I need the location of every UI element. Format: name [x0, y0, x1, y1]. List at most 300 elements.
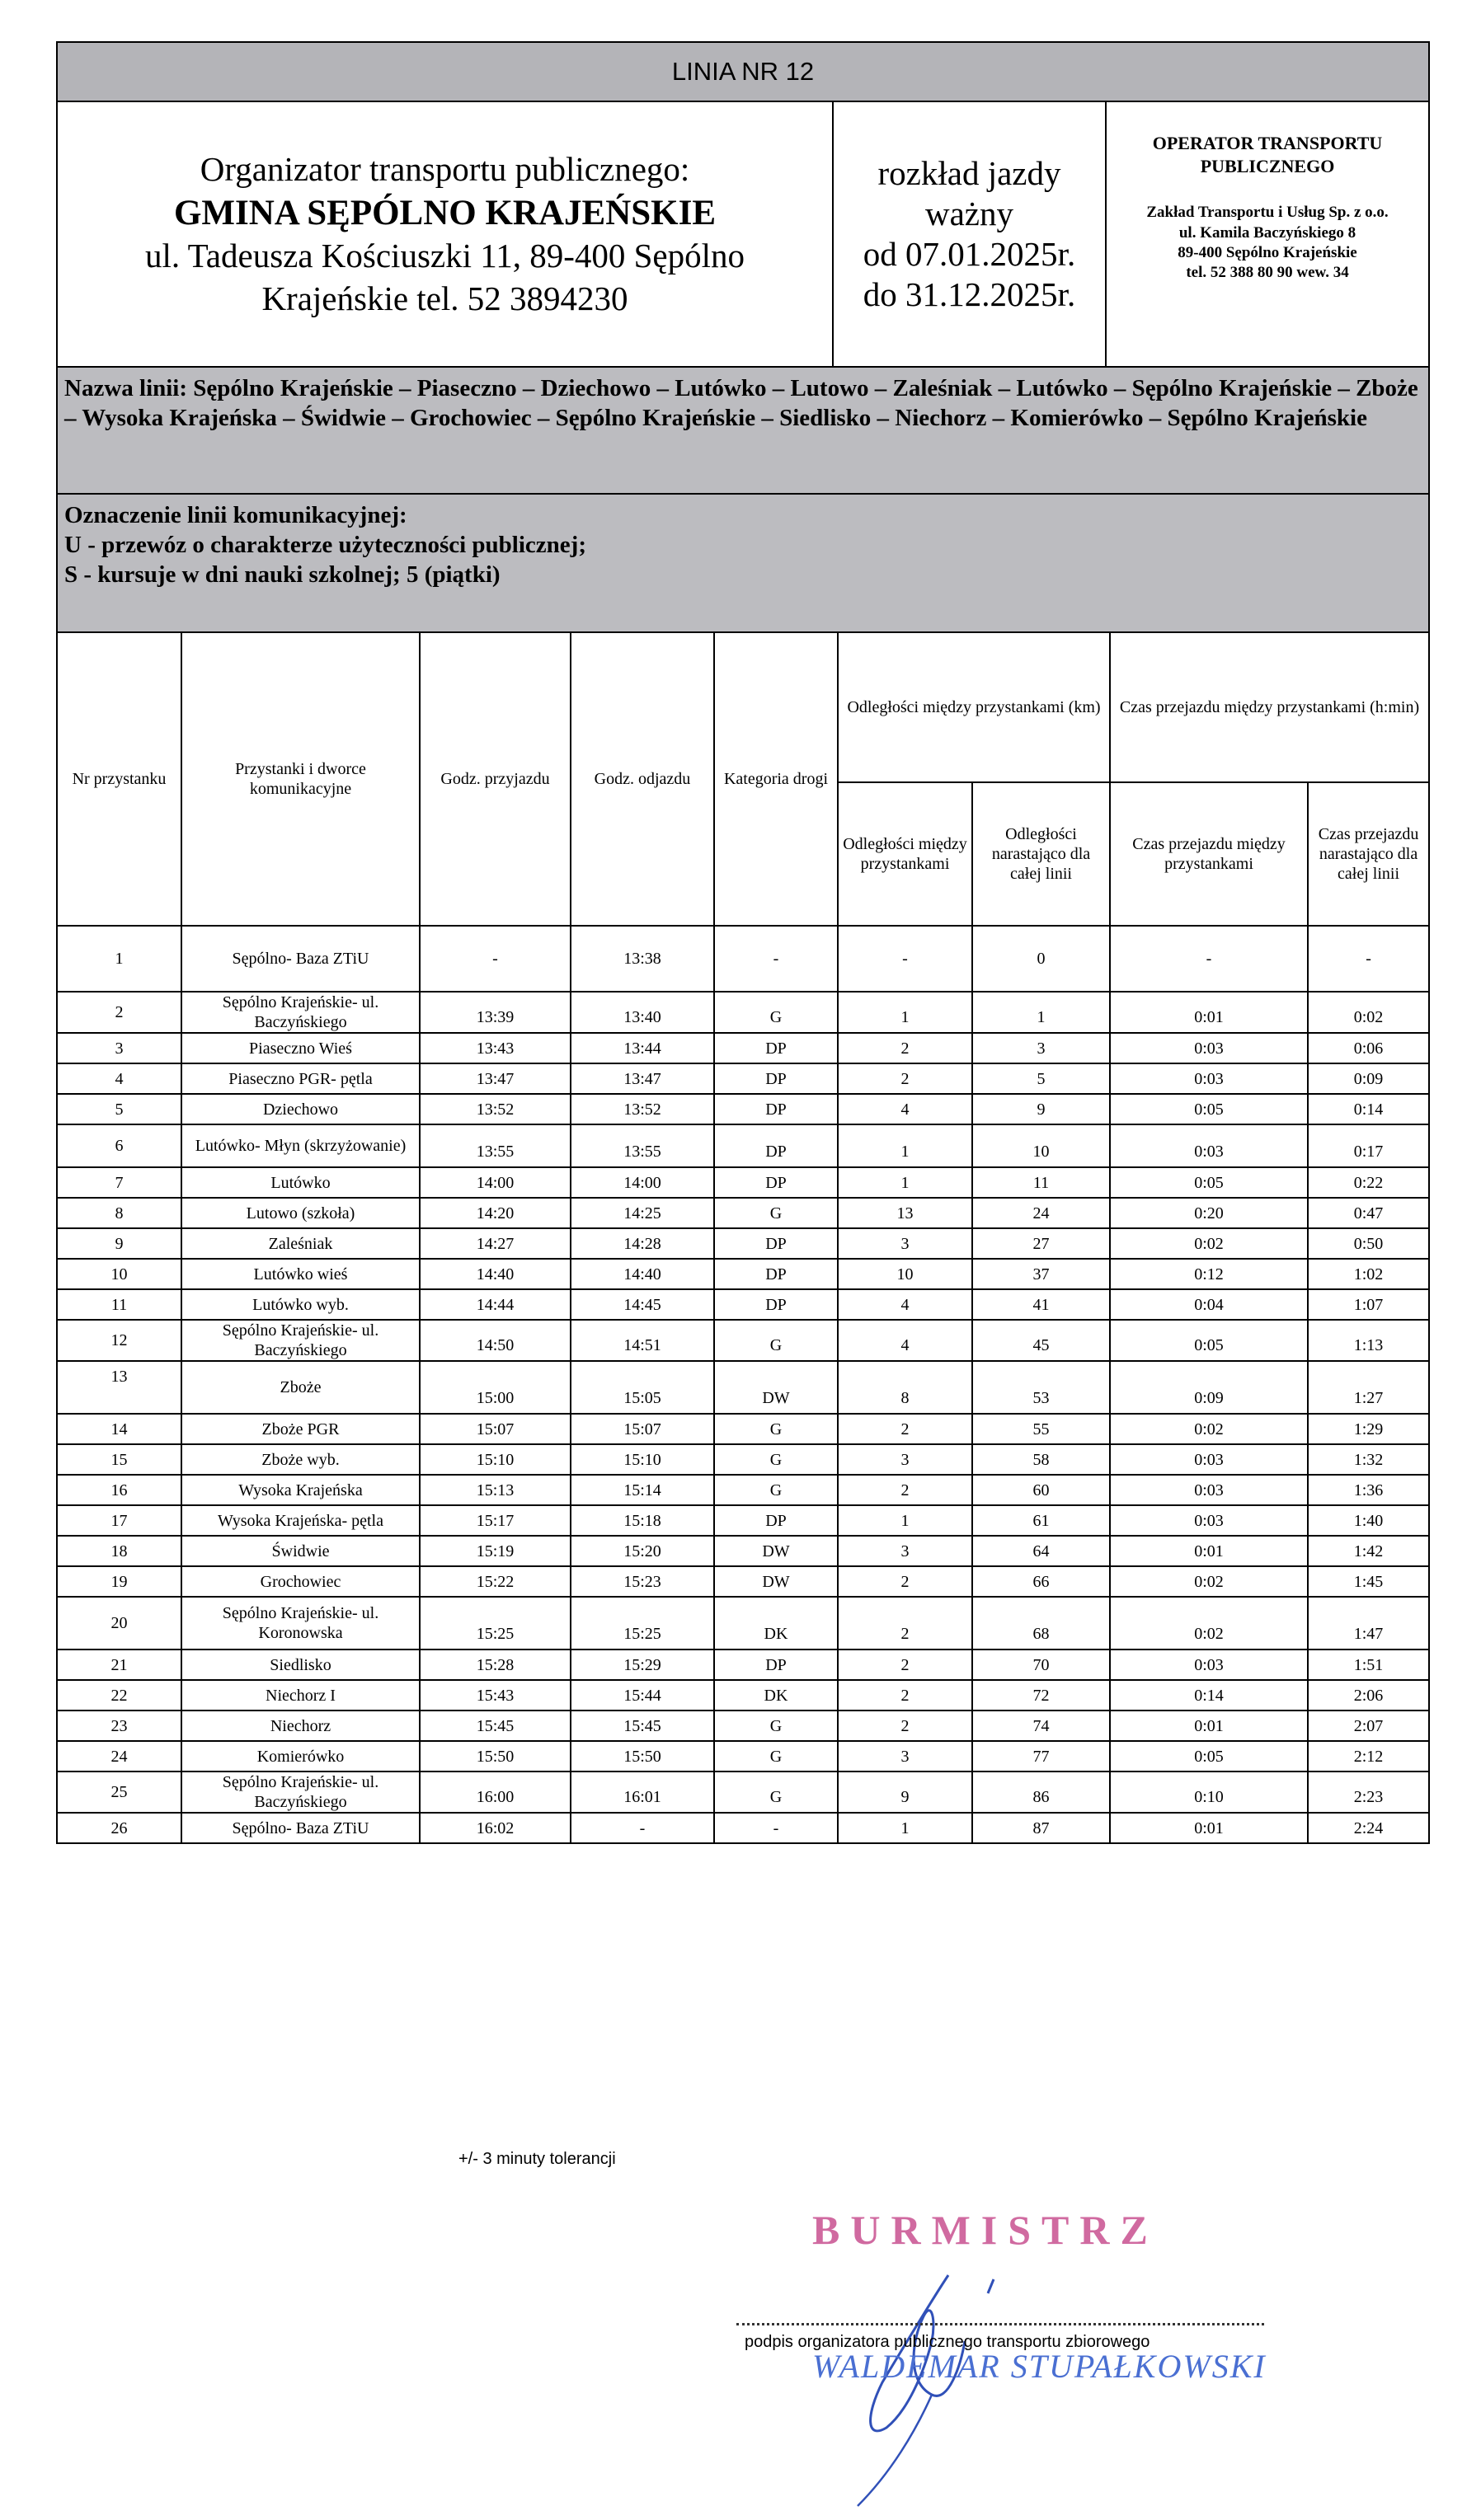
organizer-block — [57, 101, 833, 367]
cell-stop: Sępólno Krajeńskie- ul. Baczyńskiego — [181, 1320, 420, 1361]
cell-arrival: 15:45 — [420, 1711, 571, 1741]
cell-stop: Sępólno Krajeńskie- ul. Baczyńskiego — [181, 1772, 420, 1813]
cell-time: 0:03 — [1110, 1475, 1308, 1505]
validity-from: od 07.01.2025r. — [863, 235, 1076, 273]
header-distance-group: Odległości między przystankami (km) — [838, 632, 1110, 782]
cell-departure: - — [571, 1813, 714, 1843]
cell-distance: 2 — [838, 1680, 972, 1711]
timetable — [56, 631, 1430, 1844]
header-departure: Godz. odjazdu — [571, 632, 714, 926]
cell-time-cumulative: 1:32 — [1308, 1444, 1429, 1475]
cell-category: DP — [714, 1094, 838, 1124]
cell-time: 0:09 — [1110, 1361, 1308, 1414]
cell-distance: 2 — [838, 1566, 972, 1597]
cell-category: G — [714, 1414, 838, 1444]
operator-line3: 89-400 Sępólno Krajeńskie — [1178, 243, 1357, 261]
cell-category: DP — [714, 1063, 838, 1094]
cell-nr: 21 — [57, 1649, 181, 1680]
cell-category: - — [714, 1813, 838, 1843]
operator-title: OPERATOR TRANSPORTU PUBLICZNEGO — [1152, 133, 1383, 177]
cell-category: DW — [714, 1536, 838, 1566]
cell-stop: Lutówko wieś — [181, 1259, 420, 1289]
cell-distance-cumulative: 72 — [972, 1680, 1110, 1711]
cell-time: 0:20 — [1110, 1198, 1308, 1228]
cell-nr: 24 — [57, 1741, 181, 1772]
cell-nr: 8 — [57, 1198, 181, 1228]
organizer-address-line1: ul. Tadeusza Kościuszki 11, 89-400 Sępólno — [144, 237, 745, 275]
cell-time-cumulative: 1:29 — [1308, 1414, 1429, 1444]
cell-distance-cumulative: 77 — [972, 1741, 1110, 1772]
cell-time: 0:02 — [1110, 1597, 1308, 1649]
cell-stop: Sępólno- Baza ZTiU — [181, 1813, 420, 1843]
header-distance-cumulative: Odległości narastająco dla całej linii — [972, 782, 1110, 926]
table-row — [57, 1094, 1429, 1124]
cell-departure: 13:52 — [571, 1094, 714, 1124]
cell-distance: 4 — [838, 1320, 972, 1361]
cell-nr: 11 — [57, 1289, 181, 1320]
cell-departure: 15:29 — [571, 1649, 714, 1680]
cell-stop: Lutówko- Młyn (skrzyżowanie) — [181, 1124, 420, 1167]
cell-departure: 15:25 — [571, 1597, 714, 1649]
cell-category: DK — [714, 1597, 838, 1649]
operator-line4: tel. 52 388 80 90 wew. 34 — [1186, 264, 1349, 282]
cell-distance: 2 — [838, 1033, 972, 1063]
cell-arrival: 15:10 — [420, 1444, 571, 1475]
cell-category: G — [714, 1198, 838, 1228]
cell-nr: 16 — [57, 1475, 181, 1505]
cell-arrival: 15:50 — [420, 1741, 571, 1772]
cell-category: - — [714, 926, 838, 992]
table-row — [57, 1320, 1429, 1361]
cell-time-cumulative: 1:45 — [1308, 1566, 1429, 1597]
cell-time-cumulative: 0:50 — [1308, 1228, 1429, 1259]
header-nr: Nr przystanku — [57, 632, 181, 926]
cell-distance-cumulative: 5 — [972, 1063, 1110, 1094]
cell-time: 0:05 — [1110, 1741, 1308, 1772]
cell-arrival: 13:52 — [420, 1094, 571, 1124]
cell-arrival: 14:20 — [420, 1198, 571, 1228]
cell-arrival: 15:19 — [420, 1536, 571, 1566]
cell-departure: 14:25 — [571, 1198, 714, 1228]
cell-distance-cumulative: 55 — [972, 1414, 1110, 1444]
cell-stop: Świdwie — [181, 1536, 420, 1566]
cell-distance: 3 — [838, 1444, 972, 1475]
cell-category: DW — [714, 1361, 838, 1414]
cell-nr: 25 — [57, 1772, 181, 1813]
cell-nr: 26 — [57, 1813, 181, 1843]
cell-departure: 16:01 — [571, 1772, 714, 1813]
cell-time-cumulative: 2:12 — [1308, 1741, 1429, 1772]
header-stops: Przystanki i dworce komunikacyjne — [181, 632, 420, 926]
cell-arrival: 15:07 — [420, 1414, 571, 1444]
cell-stop: Sępólno Krajeńskie- ul. Koronowska — [181, 1597, 420, 1649]
cell-arrival: 16:02 — [420, 1813, 571, 1843]
cell-time-cumulative: 1:36 — [1308, 1475, 1429, 1505]
cell-time: 0:01 — [1110, 992, 1308, 1033]
cell-nr: 23 — [57, 1711, 181, 1741]
cell-arrival: 14:40 — [420, 1259, 571, 1289]
cell-departure: 15:23 — [571, 1566, 714, 1597]
cell-departure: 15:10 — [571, 1444, 714, 1475]
cell-time: 0:01 — [1110, 1536, 1308, 1566]
cell-distance-cumulative: 41 — [972, 1289, 1110, 1320]
cell-category: G — [714, 1444, 838, 1475]
organizer-address-line2: Krajeńskie tel. 52 3894230 — [261, 279, 628, 317]
cell-arrival: 15:13 — [420, 1475, 571, 1505]
table-row — [57, 1167, 1429, 1198]
header-arrival: Godz. przyjazdu — [420, 632, 571, 926]
cell-nr: 20 — [57, 1597, 181, 1649]
cell-category: DP — [714, 1289, 838, 1320]
header-time-between: Czas przejazdu między przystankami — [1110, 782, 1308, 926]
cell-arrival: 15:00 — [420, 1361, 571, 1414]
cell-distance-cumulative: 74 — [972, 1711, 1110, 1741]
cell-nr: 5 — [57, 1094, 181, 1124]
cell-time-cumulative: 1:40 — [1308, 1505, 1429, 1536]
cell-category: G — [714, 1741, 838, 1772]
cell-category: DP — [714, 1033, 838, 1063]
table-row — [57, 1414, 1429, 1444]
cell-time: 0:01 — [1110, 1813, 1308, 1843]
signature-caption: podpis organizatora publicznego transportu zbiorowego — [745, 2333, 1150, 2351]
cell-time: - — [1110, 926, 1308, 992]
cell-time-cumulative: 0:17 — [1308, 1124, 1429, 1167]
cell-nr: 13 — [57, 1361, 181, 1414]
cell-arrival: 14:00 — [420, 1167, 571, 1198]
cell-nr: 15 — [57, 1444, 181, 1475]
cell-time: 0:03 — [1110, 1444, 1308, 1475]
cell-time-cumulative: 1:07 — [1308, 1289, 1429, 1320]
cell-time-cumulative: 1:47 — [1308, 1597, 1429, 1649]
cell-distance: 1 — [838, 1167, 972, 1198]
cell-category: G — [714, 1711, 838, 1741]
table-row — [57, 992, 1429, 1033]
cell-distance-cumulative: 10 — [972, 1124, 1110, 1167]
header-category: Kategoria drogi — [714, 632, 838, 926]
table-row — [57, 1475, 1429, 1505]
cell-distance-cumulative: 45 — [972, 1320, 1110, 1361]
cell-distance: 2 — [838, 1597, 972, 1649]
cell-stop: Zboże PGR — [181, 1414, 420, 1444]
cell-nr: 17 — [57, 1505, 181, 1536]
cell-distance-cumulative: 64 — [972, 1536, 1110, 1566]
cell-distance: 1 — [838, 1505, 972, 1536]
cell-time-cumulative: 1:51 — [1308, 1649, 1429, 1680]
cell-time: 0:05 — [1110, 1094, 1308, 1124]
cell-distance-cumulative: 68 — [972, 1597, 1110, 1649]
cell-distance: 2 — [838, 1475, 972, 1505]
line-title: LINIA NR 12 — [57, 42, 1429, 101]
cell-distance: 3 — [838, 1741, 972, 1772]
cell-arrival: 15:17 — [420, 1505, 571, 1536]
cell-arrival: - — [420, 926, 571, 992]
stamp-name: WALDEMAR STUPAŁKOWSKI — [812, 2348, 1267, 2385]
cell-time: 0:03 — [1110, 1649, 1308, 1680]
cell-nr: 1 — [57, 926, 181, 992]
cell-distance-cumulative: 3 — [972, 1033, 1110, 1063]
line-marking-u: U - przewóz o charakterze użyteczności publicznej; — [64, 531, 586, 558]
cell-time: 0:02 — [1110, 1228, 1308, 1259]
cell-stop: Lutówko — [181, 1167, 420, 1198]
cell-time-cumulative: 2:06 — [1308, 1680, 1429, 1711]
cell-distance-cumulative: 27 — [972, 1228, 1110, 1259]
cell-distance: 2 — [838, 1711, 972, 1741]
cell-distance-cumulative: 24 — [972, 1198, 1110, 1228]
table-row — [57, 1711, 1429, 1741]
cell-time-cumulative: 0:14 — [1308, 1094, 1429, 1124]
table-row — [57, 1124, 1429, 1167]
cell-time-cumulative: - — [1308, 926, 1429, 992]
table-row — [57, 1505, 1429, 1536]
cell-time: 0:03 — [1110, 1124, 1308, 1167]
cell-distance-cumulative: 0 — [972, 926, 1110, 992]
cell-arrival: 15:28 — [420, 1649, 571, 1680]
cell-departure: 15:50 — [571, 1741, 714, 1772]
cell-stop: Sępólno Krajeńskie- ul. Baczyńskiego — [181, 992, 420, 1033]
table-row — [57, 1772, 1429, 1813]
cell-stop: Wysoka Krajeńska — [181, 1475, 420, 1505]
cell-stop: Zaleśniak — [181, 1228, 420, 1259]
cell-stop: Niechorz — [181, 1711, 420, 1741]
cell-arrival: 14:44 — [420, 1289, 571, 1320]
cell-departure: 15:14 — [571, 1475, 714, 1505]
cell-departure: 15:20 — [571, 1536, 714, 1566]
table-row — [57, 1536, 1429, 1566]
cell-nr: 14 — [57, 1414, 181, 1444]
organizer-label: Organizator transportu publicznego: — [200, 150, 690, 189]
cell-time-cumulative: 1:13 — [1308, 1320, 1429, 1361]
table-row — [57, 1198, 1429, 1228]
cell-stop: Niechorz I — [181, 1680, 420, 1711]
line-name: Nazwa linii: Sępólno Krajeńskie – Piaseczno – Dziechowo – Lutówko – Lutowo – Zaleśniak – Lutówko – Sępólno Krajeńskie – Zboże – Wysoka Krajeńska – Świdwie – Grochowiec – Sępólno Krajeńskie – Siedlisko – Niechorz – Komierówko – Sępólno Krajeńskie — [57, 367, 1429, 494]
cell-arrival: 13:55 — [420, 1124, 571, 1167]
cell-distance-cumulative: 9 — [972, 1094, 1110, 1124]
cell-time-cumulative: 1:27 — [1308, 1361, 1429, 1414]
cell-category: DP — [714, 1505, 838, 1536]
cell-time: 0:05 — [1110, 1167, 1308, 1198]
cell-distance-cumulative: 11 — [972, 1167, 1110, 1198]
cell-category: DP — [714, 1228, 838, 1259]
cell-arrival: 14:50 — [420, 1320, 571, 1361]
cell-stop: Siedlisko — [181, 1649, 420, 1680]
cell-departure: 15:07 — [571, 1414, 714, 1444]
cell-stop: Grochowiec — [181, 1566, 420, 1597]
cell-arrival: 15:25 — [420, 1597, 571, 1649]
cell-time: 0:03 — [1110, 1505, 1308, 1536]
cell-time: 0:12 — [1110, 1259, 1308, 1289]
cell-nr: 4 — [57, 1063, 181, 1094]
validity-line1: rozkład jazdy — [877, 153, 1061, 192]
cell-distance: 1 — [838, 1124, 972, 1167]
cell-distance: - — [838, 926, 972, 992]
cell-distance-cumulative: 1 — [972, 992, 1110, 1033]
cell-nr: 12 — [57, 1320, 181, 1361]
cell-time-cumulative: 0:09 — [1308, 1063, 1429, 1094]
line-marking-title: Oznaczenie linii komunikacyjnej: — [64, 502, 407, 528]
cell-departure: 14:40 — [571, 1259, 714, 1289]
cell-departure: 14:00 — [571, 1167, 714, 1198]
cell-category: DK — [714, 1680, 838, 1711]
cell-time: 0:14 — [1110, 1680, 1308, 1711]
cell-departure: 15:05 — [571, 1361, 714, 1414]
timetable-body — [57, 926, 1429, 1843]
cell-distance: 13 — [838, 1198, 972, 1228]
cell-category: G — [714, 992, 838, 1033]
cell-nr: 18 — [57, 1536, 181, 1566]
cell-time-cumulative: 0:22 — [1308, 1167, 1429, 1198]
cell-distance: 10 — [838, 1259, 972, 1289]
table-row — [57, 1033, 1429, 1063]
cell-arrival: 15:22 — [420, 1566, 571, 1597]
cell-time-cumulative: 2:23 — [1308, 1772, 1429, 1813]
cell-time: 0:03 — [1110, 1033, 1308, 1063]
cell-nr: 3 — [57, 1033, 181, 1063]
cell-distance-cumulative: 66 — [972, 1566, 1110, 1597]
cell-arrival: 13:43 — [420, 1033, 571, 1063]
cell-category: G — [714, 1772, 838, 1813]
cell-time-cumulative: 2:24 — [1308, 1813, 1429, 1843]
cell-time-cumulative: 0:47 — [1308, 1198, 1429, 1228]
cell-stop: Piaseczno PGR- pętla — [181, 1063, 420, 1094]
header-time-cumulative: Czas przejazdu narastająco dla całej linii — [1308, 782, 1429, 926]
cell-departure: 14:45 — [571, 1289, 714, 1320]
table-row — [57, 1361, 1429, 1414]
signature-line — [736, 2323, 1264, 2325]
cell-stop: Lutówko wyb. — [181, 1289, 420, 1320]
cell-time: 0:05 — [1110, 1320, 1308, 1361]
cell-nr: 9 — [57, 1228, 181, 1259]
cell-time: 0:01 — [1110, 1711, 1308, 1741]
cell-time-cumulative: 0:02 — [1308, 992, 1429, 1033]
table-row — [57, 1597, 1429, 1649]
cell-distance-cumulative: 58 — [972, 1444, 1110, 1475]
cell-departure: 13:40 — [571, 992, 714, 1033]
cell-departure: 14:28 — [571, 1228, 714, 1259]
cell-stop: Dziechowo — [181, 1094, 420, 1124]
cell-distance: 4 — [838, 1094, 972, 1124]
cell-distance-cumulative: 70 — [972, 1649, 1110, 1680]
cell-time: 0:04 — [1110, 1289, 1308, 1320]
cell-distance-cumulative: 53 — [972, 1361, 1110, 1414]
header-time-group: Czas przejazdu między przystankami (h:min) — [1110, 632, 1429, 782]
line-marking — [57, 494, 1429, 632]
cell-distance-cumulative: 86 — [972, 1772, 1110, 1813]
table-row — [57, 926, 1429, 992]
header-table — [56, 41, 1430, 633]
operator-block — [1106, 101, 1429, 367]
cell-distance: 2 — [838, 1414, 972, 1444]
cell-departure: 15:45 — [571, 1711, 714, 1741]
operator-line1: Zakład Transportu i Usług Sp. z o.o. — [1146, 204, 1389, 222]
cell-stop: Sępólno- Baza ZTiU — [181, 926, 420, 992]
cell-arrival: 13:39 — [420, 992, 571, 1033]
table-row — [57, 1566, 1429, 1597]
line-marking-s: S - kursuje w dni nauki szkolnej; 5 (piątki) — [64, 561, 501, 588]
cell-departure: 15:18 — [571, 1505, 714, 1536]
cell-distance: 3 — [838, 1536, 972, 1566]
cell-nr: 7 — [57, 1167, 181, 1198]
cell-category: DP — [714, 1167, 838, 1198]
cell-stop: Lutowo (szkoła) — [181, 1198, 420, 1228]
table-row — [57, 1289, 1429, 1320]
header-distance-between: Odległości między przystankami — [838, 782, 972, 926]
cell-time-cumulative: 0:06 — [1308, 1033, 1429, 1063]
cell-time: 0:02 — [1110, 1414, 1308, 1444]
table-row — [57, 1813, 1429, 1843]
table-row — [57, 1680, 1429, 1711]
cell-time-cumulative: 2:07 — [1308, 1711, 1429, 1741]
table-row — [57, 1444, 1429, 1475]
cell-departure: 13:44 — [571, 1033, 714, 1063]
validity-line2: ważny — [924, 194, 1013, 232]
cell-arrival: 14:27 — [420, 1228, 571, 1259]
cell-departure: 13:55 — [571, 1124, 714, 1167]
cell-departure: 15:44 — [571, 1680, 714, 1711]
cell-time-cumulative: 1:42 — [1308, 1536, 1429, 1566]
tolerance-note: +/- 3 minuty tolerancji — [458, 2150, 616, 2168]
table-row — [57, 1741, 1429, 1772]
table-row — [57, 1228, 1429, 1259]
cell-arrival: 13:47 — [420, 1063, 571, 1094]
validity-to: do 31.12.2025r. — [863, 275, 1076, 314]
cell-time: 0:02 — [1110, 1566, 1308, 1597]
cell-distance: 1 — [838, 1813, 972, 1843]
timetable-document — [56, 41, 1428, 1844]
cell-nr: 6 — [57, 1124, 181, 1167]
cell-category: G — [714, 1320, 838, 1361]
cell-time: 0:03 — [1110, 1063, 1308, 1094]
cell-stop: Piaseczno Wieś — [181, 1033, 420, 1063]
cell-time: 0:10 — [1110, 1772, 1308, 1813]
cell-distance: 8 — [838, 1361, 972, 1414]
cell-distance: 3 — [838, 1228, 972, 1259]
cell-category: DP — [714, 1649, 838, 1680]
cell-distance: 4 — [838, 1289, 972, 1320]
table-row — [57, 1649, 1429, 1680]
cell-arrival: 15:43 — [420, 1680, 571, 1711]
cell-distance-cumulative: 37 — [972, 1259, 1110, 1289]
operator-line2: ul. Kamila Baczyńskiego 8 — [1178, 223, 1356, 242]
stamp-title: BURMISTRZ — [812, 2207, 1159, 2253]
cell-stop: Komierówko — [181, 1741, 420, 1772]
cell-category: DP — [714, 1124, 838, 1167]
cell-stop: Zboże — [181, 1361, 420, 1414]
cell-category: DP — [714, 1259, 838, 1289]
cell-distance: 2 — [838, 1063, 972, 1094]
cell-distance-cumulative: 61 — [972, 1505, 1110, 1536]
cell-distance: 1 — [838, 992, 972, 1033]
table-row — [57, 1063, 1429, 1094]
cell-time-cumulative: 1:02 — [1308, 1259, 1429, 1289]
cell-stop: Wysoka Krajeńska- pętla — [181, 1505, 420, 1536]
cell-departure: 13:38 — [571, 926, 714, 992]
cell-stop: Zboże wyb. — [181, 1444, 420, 1475]
cell-distance-cumulative: 60 — [972, 1475, 1110, 1505]
cell-category: DW — [714, 1566, 838, 1597]
cell-category: G — [714, 1475, 838, 1505]
cell-distance: 9 — [838, 1772, 972, 1813]
cell-departure: 13:47 — [571, 1063, 714, 1094]
cell-distance: 2 — [838, 1649, 972, 1680]
cell-nr: 19 — [57, 1566, 181, 1597]
cell-nr: 2 — [57, 992, 181, 1033]
cell-arrival: 16:00 — [420, 1772, 571, 1813]
cell-departure: 14:51 — [571, 1320, 714, 1361]
cell-nr: 10 — [57, 1259, 181, 1289]
cell-nr: 22 — [57, 1680, 181, 1711]
table-row — [57, 1259, 1429, 1289]
organizer-name: GMINA SĘPÓLNO KRAJEŃSKIE — [173, 193, 717, 232]
